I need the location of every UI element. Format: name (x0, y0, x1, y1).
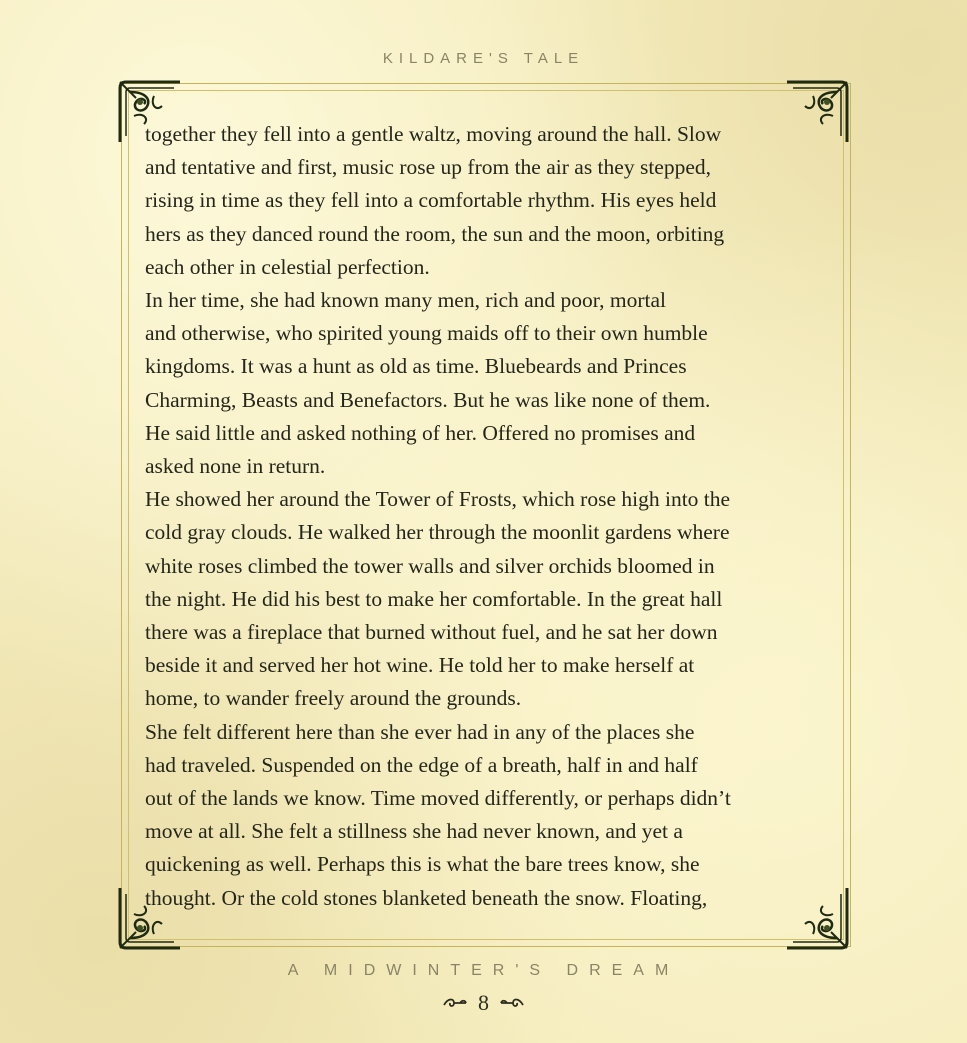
text-line: home, to wander freely around the grounds. (145, 686, 522, 711)
text-line: In her time, she had known many men, rich and poor, mortal (145, 288, 666, 313)
book-title: A MIDWINTER'S DREAM (287, 962, 680, 979)
text-line: out of the lands we know. Time moved differently, or perhaps didn’t (145, 786, 731, 811)
flourish-left-icon (442, 996, 468, 1010)
running-head: KILDARE'S TALE (382, 50, 585, 67)
text-line: He showed her around the Tower of Frosts, which rose high into the (145, 487, 731, 512)
page-number: 8 (478, 990, 489, 1015)
text-line: hers as they danced round the room, the sun and the moon, orbiting (145, 221, 725, 246)
text-line: the night. He did his best to make her comfortable. In the great hall (145, 586, 723, 611)
text-line: and tentative and first, music rose up from the air as they stepped, (145, 155, 712, 180)
text-line: asked none in return. (145, 454, 326, 479)
text-line: together they fell into a gentle waltz, moving around the hall. Slow (145, 122, 722, 146)
text-line: thought. Or the cold stones blanketed beneath the snow. Floating, (145, 885, 708, 910)
text-line: quickening as well. Perhaps this is what the bare trees know, she (145, 852, 700, 877)
text-line: cold gray clouds. He walked her through the moonlit gardens where (145, 520, 730, 545)
text-line: He said little and asked nothing of her. Offered no promises and (145, 420, 696, 445)
text-line: had traveled. Suspended on the edge of a breath, half in and half (145, 752, 698, 777)
text-line: there was a fireplace that burned without fuel, and he sat her down (145, 620, 718, 645)
page-number-row (0, 990, 967, 1016)
text-line: kingdoms. It was a hunt as old as time. Bluebeards and Princes (145, 354, 687, 379)
text-line: She felt different here than she ever had in any of the places she (145, 719, 695, 744)
text-line: Charming, Beasts and Benefactors. But he was like none of them. (145, 387, 711, 412)
text-line: each other in celestial perfection. (145, 254, 430, 279)
text-line: white roses climbed the tower walls and silver orchids bloomed in (145, 553, 715, 578)
flourish-right-icon (499, 996, 525, 1010)
text-line: and otherwise, who spirited young maids off to their own humble (145, 321, 708, 346)
story-text (145, 118, 835, 915)
text-line: beside it and served her hot wine. He told her to make herself at (145, 653, 695, 678)
text-line: move at all. She felt a stillness she had never known, and yet a (145, 819, 683, 844)
text-line: rising in time as they fell into a comfortable rhythm. His eyes held (145, 188, 717, 213)
